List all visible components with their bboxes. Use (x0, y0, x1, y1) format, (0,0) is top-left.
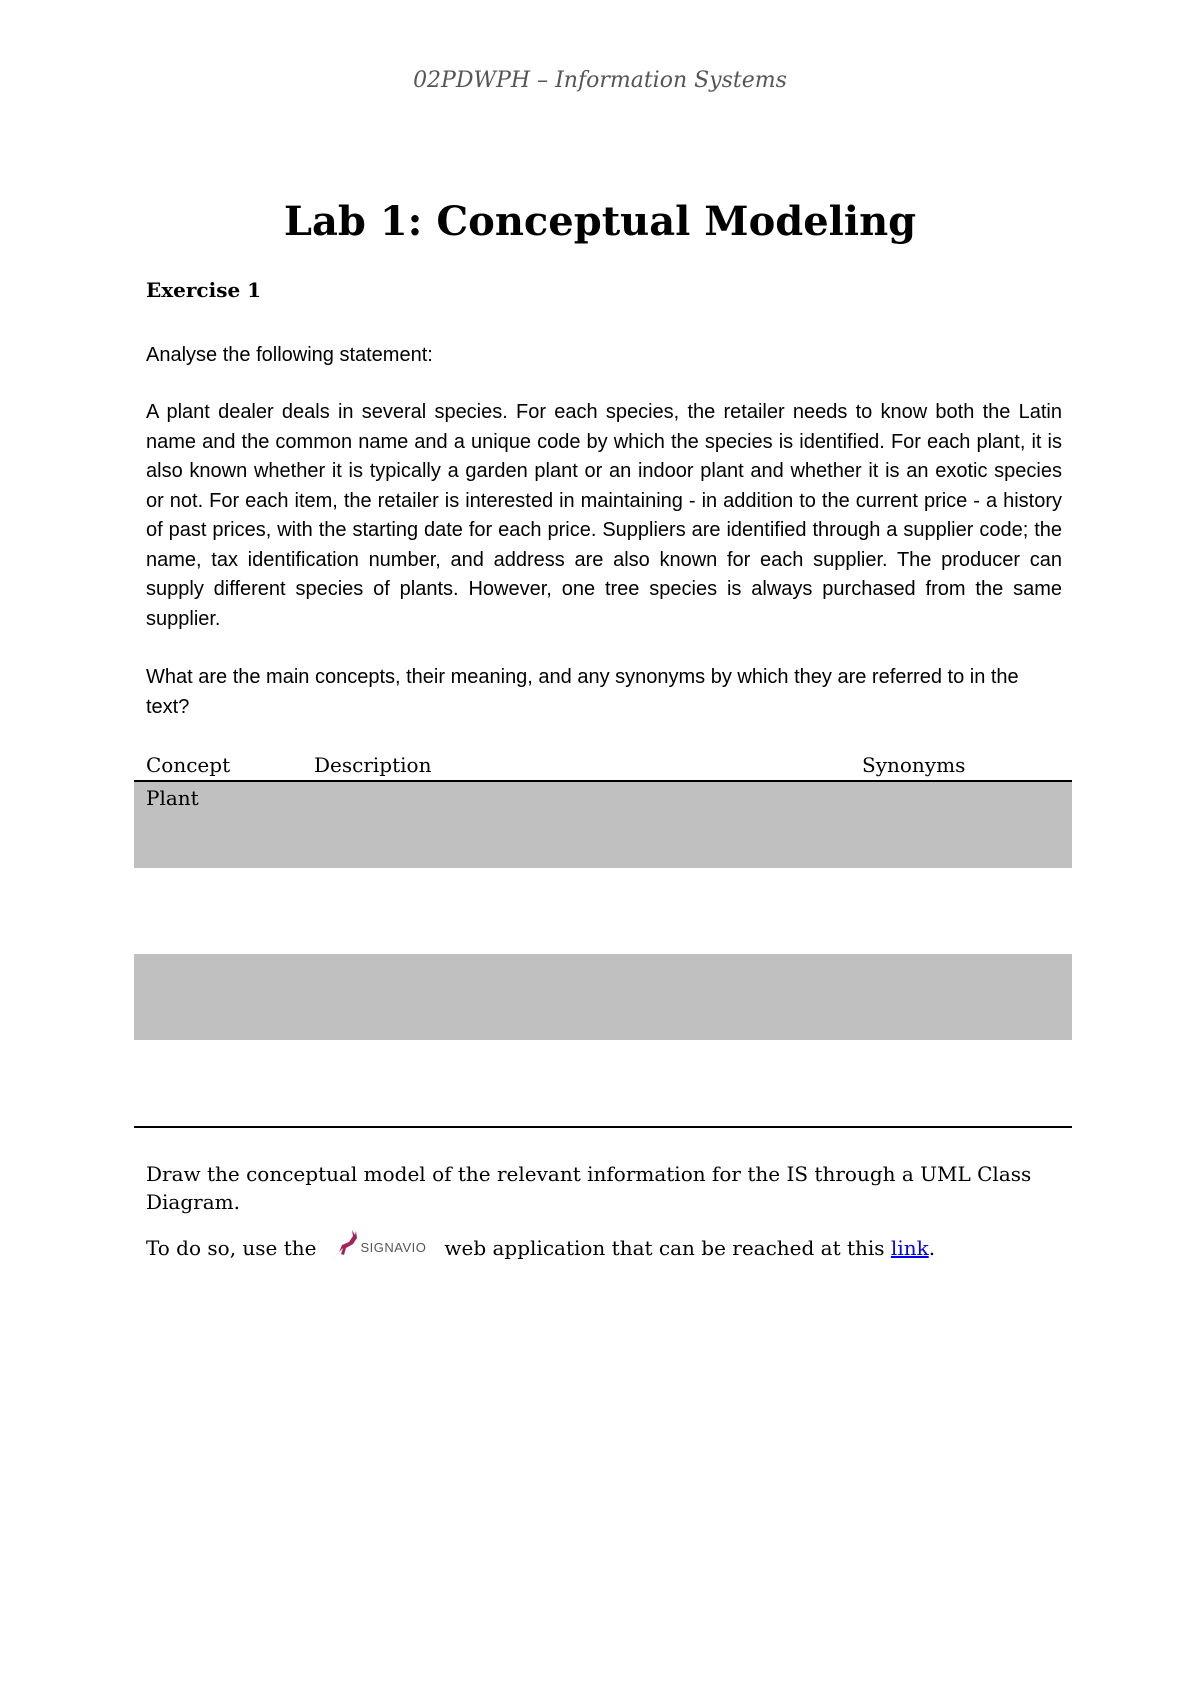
table-row (134, 954, 1072, 1040)
header-synonyms: Synonyms (862, 753, 966, 777)
end-punct: . (928, 1236, 936, 1260)
todo-instruction (146, 1226, 935, 1270)
table-row (134, 782, 1072, 868)
page-header: 02PDWPH – Information Systems (413, 68, 787, 93)
todo-suffix: web application that can be reached at this (444, 1236, 885, 1260)
exercise-heading: Exercise 1 (146, 278, 262, 302)
table-row (134, 1040, 1072, 1126)
signavio-link[interactable]: link (890, 1236, 929, 1260)
page-title: Lab 1: Conceptual Modeling (283, 198, 917, 245)
header-description: Description (314, 753, 432, 777)
table-bottom-rule (134, 1126, 1072, 1128)
todo-prefix: To do so, use the (146, 1236, 317, 1260)
table-header-row (134, 753, 1072, 782)
table-row (134, 868, 1072, 954)
antelope-icon (329, 1228, 359, 1264)
signavio-logo (329, 1228, 427, 1268)
exercise-question: What are the main concepts, their meaning, and any synonyms by which they are referred to in the text? (146, 666, 1019, 718)
draw-instruction: Draw the conceptual model of the relevant information for the IS through a UML Class Diagram. (146, 1162, 1032, 1214)
exercise-statement: A plant dealer deals in several species. For each species, the retailer needs to know both the Latin name and the common name and a unique code by which the species is identified. For each plant, it is also known whether it is typically a garden plant or an indoor plant and whether it is an exotic species or not. For each item, the retailer is interested in maintaining - in addition to the current price - a history of past prices, with the starting date for each price. Suppliers are identified through a supplier code; the name, tax identification number, and address are also known for each supplier. The producer can supply different species of plants. However, one tree species is always purchased from the same supplier. (146, 401, 1062, 630)
table-cell-concept: Plant (146, 786, 199, 810)
exercise-intro: Analyse the following statement: (146, 344, 433, 366)
concepts-table (134, 753, 1072, 1128)
header-concept: Concept (146, 753, 231, 777)
logo-wordmark: SIGNAVIO (360, 1240, 427, 1255)
